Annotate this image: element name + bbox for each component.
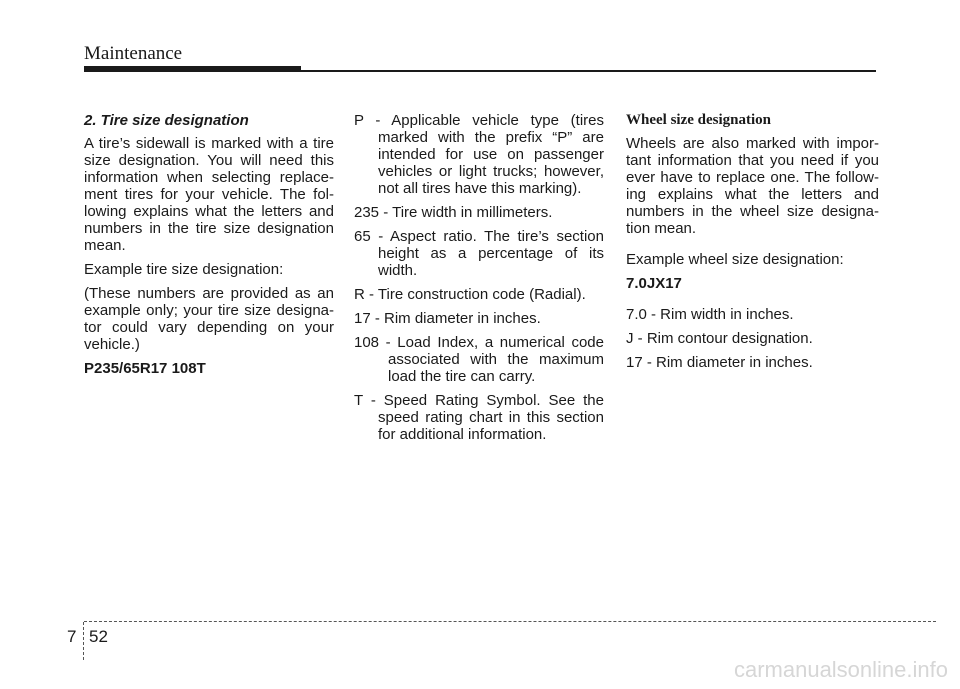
page-header-title: Maintenance — [84, 43, 183, 64]
definition-item: 17 - Rim diameter in inches. — [626, 354, 813, 371]
column-wheel-size — [626, 112, 879, 378]
header-rule-thick — [84, 66, 301, 72]
paragraph: Wheels are also marked with impor-tant information that you need if you ever have to replace one. The follow-ing explains what the letters and numbers in the wheel size designa-tion mean. — [626, 135, 879, 237]
definition-item: R - Tire construction code (Radial). — [354, 286, 586, 303]
definition-item: 235 - Tire width in millimeters. — [354, 204, 553, 221]
chapter-number: 7 — [67, 627, 77, 646]
section-heading: 2. Tire size designation — [84, 112, 249, 129]
paragraph: (These numbers are provided as an example only; your tire size designa-tor could vary depending on your vehicle.) — [84, 285, 334, 353]
definition-item: 17 - Rim diameter in inches. — [354, 310, 541, 327]
watermark-text: carmanualsonline.info — [733, 657, 948, 682]
definition-item: T - Speed Rating Symbol. See the speed rating chart in this section for additional information. — [354, 392, 604, 443]
footer-divider — [83, 622, 84, 660]
paragraph: Example wheel size designation: — [626, 251, 844, 268]
definition-item: 108 - Load Index, a numerical code associated with the maximum load the tire can carry. — [354, 334, 604, 385]
page-number: 52 — [89, 627, 108, 646]
definition-item: 7.0 - Rim width in inches. — [626, 306, 794, 323]
example-code: P235/65R17 108T — [84, 360, 206, 377]
definition-item: 65 - Aspect ratio. The tire’s section height as a percentage of its width. — [354, 228, 604, 279]
header-rule-thin — [301, 70, 876, 72]
definition-item: P - Applicable vehicle type (tires marked with the prefix “P” are intended for use on passenger vehicles or light trucks; however, not all tires have this marking). — [354, 112, 604, 197]
paragraph: Example tire size designation: — [84, 261, 284, 278]
footer-rule — [84, 621, 936, 622]
definition-item: J - Rim contour designation. — [626, 330, 813, 347]
column-tire-definitions — [354, 112, 604, 450]
section-heading: Wheel size designation — [626, 112, 771, 128]
column-tire-size — [84, 112, 334, 384]
paragraph: A tire’s sidewall is marked with a tire size designation. You will need this information when selecting replace-ment tires for your vehicle. The fol-lowing explains what the letters and numbers in the tire size designation mean. — [84, 135, 334, 254]
example-code: 7.0JX17 — [626, 275, 682, 292]
